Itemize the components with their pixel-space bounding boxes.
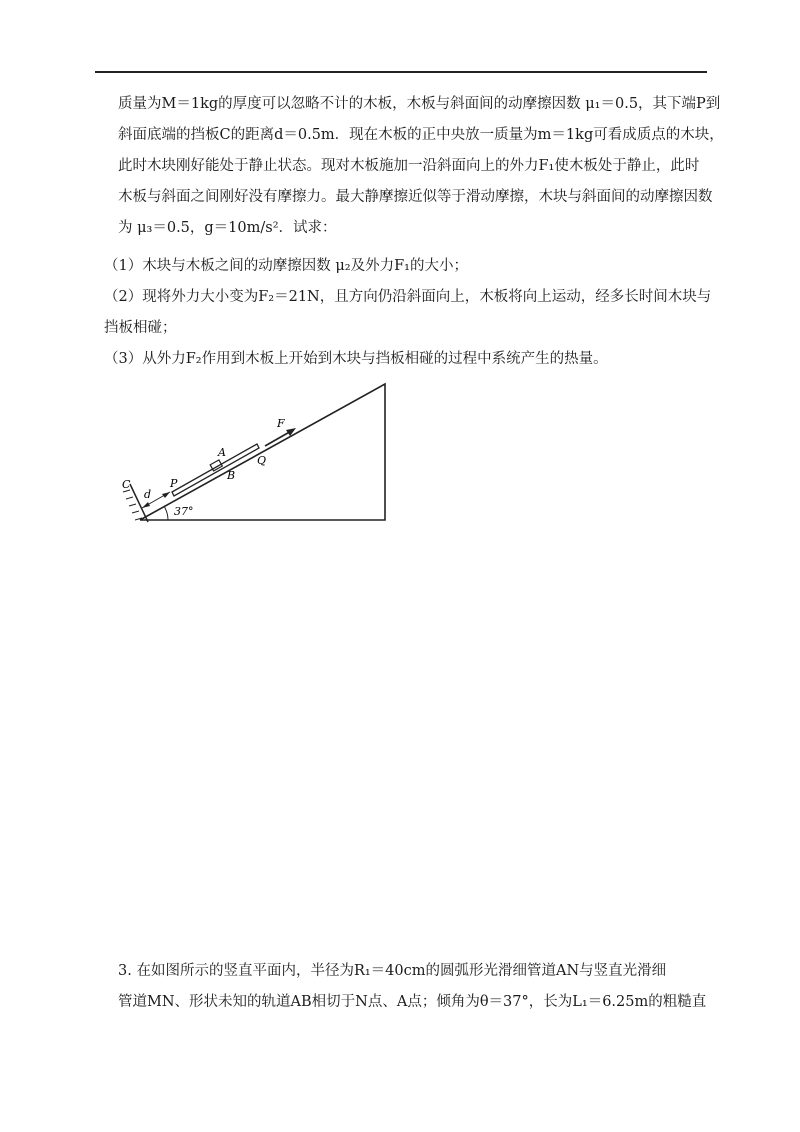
label-f: F [277,417,285,430]
label-a: A [218,446,226,459]
question-3: （3）从外力F₂作用到木板上开始到木块与挡板相碰的过程中系统产生的热量。 [104,351,608,367]
label-b: B [227,469,236,482]
angle-arc [164,506,168,520]
text-line: 为 μ₃＝0.5，g＝10m/s²．试求： [118,220,337,236]
text-line: 3. 在如图所示的竖直平面内，半径为R₁＝40cm的圆弧形光滑细管道AN与竖直光滑细 [118,963,667,979]
text-line: 管道MN、形状未知的轨道AB相切于N点、A点；倾角为θ＝37°，长为L₁＝6.25m的粗糙直 [118,994,707,1010]
question-1: （1）木块与木板之间的动摩擦因数 μ₂及外力F₁的大小； [104,258,468,274]
text-line: 质量为M＝1kg的厚度可以忽略不计的木板，木板与斜面间的动摩擦因数 μ₁＝0.5，其下端P到 [118,96,721,112]
label-d: d [144,488,152,501]
incline-triangle [140,384,385,520]
problem-2-questions [104,251,724,375]
text-line: 木板与斜面之间刚好没有摩擦力。最大静摩擦近似等于滑动摩擦，木块与斜面间的动摩擦因数 [118,189,713,205]
incline-figure [110,372,410,532]
problem-3-text [118,956,728,1018]
question-2-cont: 挡板相碰； [104,320,177,336]
label-angle: 37° [174,505,194,518]
question-2: （2）现将外力大小变为F₂＝21N，且方向仍沿斜面向上，木板将向上运动，经多长时间木块与 [104,289,712,305]
header-rule [95,71,707,73]
label-p: P [170,477,178,490]
problem-2-text [118,89,724,244]
label-q: Q [257,454,267,467]
label-c: C [122,478,131,491]
text-line: 此时木块刚好能处于静止状态。现对木板施加一沿斜面向上的外力F₁使木板处于静止，此时 [118,158,700,174]
text-line: 斜面底端的挡板C的距离d＝0.5m．现在木板的正中央放一质量为m＝1kg可看成质点的木块， [118,127,724,143]
